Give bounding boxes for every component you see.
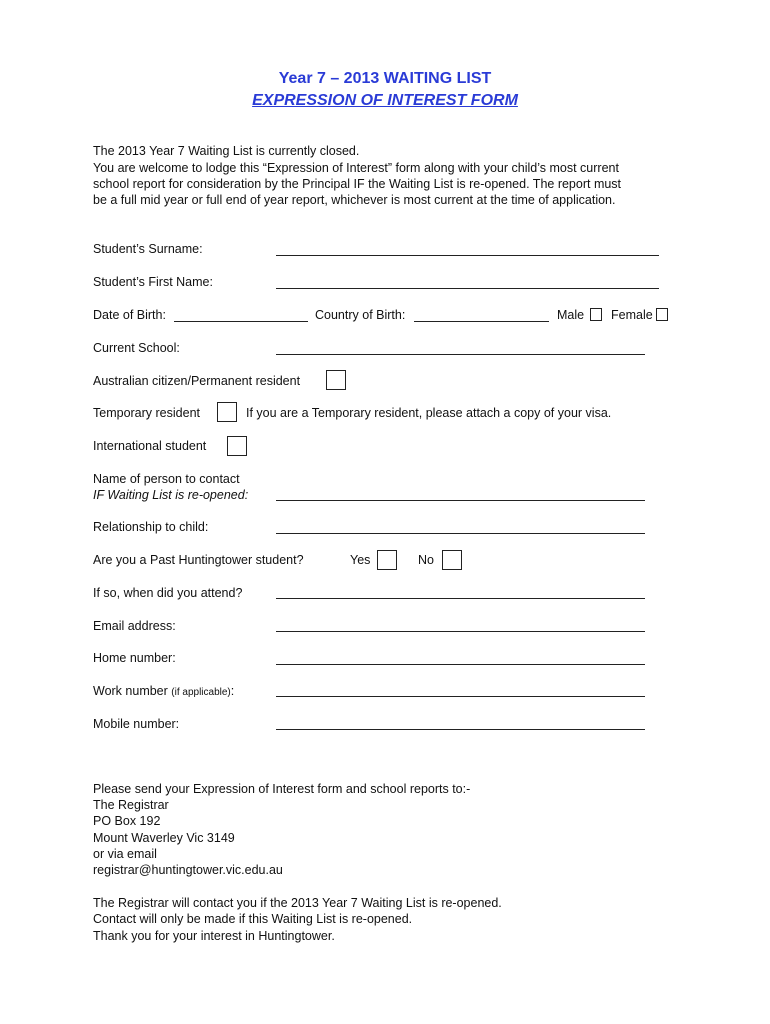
contact-label-1: Name of person to contact (93, 472, 240, 486)
work-label (93, 683, 234, 701)
contact-field[interactable] (276, 500, 645, 501)
intro-line-2: You are welcome to lodge this “Expression of Interest” form along with your child’s most current (93, 161, 619, 175)
relationship-label: Relationship to child: (93, 520, 209, 534)
work-field[interactable] (276, 696, 645, 697)
first-name-label: Student’s First Name: (93, 275, 213, 289)
first-name-field[interactable] (276, 288, 659, 289)
yes-checkbox[interactable] (377, 550, 397, 570)
send-line-1: Please send your Expression of Interest form and school reports to:- (93, 782, 471, 796)
attended-label: If so, when did you attend? (93, 586, 243, 600)
no-checkbox[interactable] (442, 550, 462, 570)
international-checkbox[interactable] (227, 436, 247, 456)
no-label: No (418, 553, 434, 567)
contact-label-2: IF Waiting List is re-opened: (93, 488, 249, 502)
registrar-email[interactable]: registrar@huntingtower.vic.edu.au (93, 863, 283, 877)
closing-line-2: Contact will only be made if this Waiting List is re-opened. (93, 912, 413, 926)
email-field[interactable] (276, 631, 645, 632)
send-line-4: Mount Waverley Vic 3149 (93, 831, 235, 845)
relationship-field[interactable] (276, 533, 645, 534)
surname-label: Student’s Surname: (93, 242, 203, 256)
home-field[interactable] (276, 664, 645, 665)
attended-field[interactable] (276, 598, 645, 599)
intro-line-4: be a full mid year or full end of year report, whichever is most current at the time of application. (93, 193, 616, 207)
work-colon: : (230, 684, 235, 698)
mobile-field[interactable] (276, 729, 645, 730)
form-title: Year 7 – 2013 WAITING LIST (278, 70, 492, 87)
intro-line-1: The 2013 Year 7 Waiting List is currently closed. (93, 144, 360, 158)
surname-field[interactable] (276, 255, 659, 256)
send-line-5: or via email (93, 847, 157, 861)
past-student-label: Are you a Past Huntingtower student? (93, 553, 304, 567)
work-label-text: Work number (93, 684, 168, 698)
current-school-field[interactable] (276, 354, 645, 355)
email-label: Email address: (93, 619, 176, 633)
yes-label: Yes (350, 553, 371, 567)
work-note: (if applicable) (171, 687, 231, 698)
closing-line-3: Thank you for your interest in Huntingtower. (93, 929, 335, 943)
closing-line-1: The Registrar will contact you if the 2013 Year 7 Waiting List is re-opened. (93, 896, 502, 910)
male-checkbox[interactable] (590, 308, 602, 321)
form-subtitle: EXPRESSION OF INTEREST FORM (252, 92, 518, 109)
send-line-3: PO Box 192 (93, 814, 161, 828)
male-label: Male (557, 308, 585, 322)
temporary-label: Temporary resident (93, 406, 200, 420)
female-label: Female (611, 308, 653, 322)
country-label: Country of Birth: (315, 308, 406, 322)
dob-label: Date of Birth: (93, 308, 166, 322)
intro-line-3: school report for consideration by the Principal IF the Waiting List is re-opened. The report must (93, 177, 622, 191)
dob-field[interactable] (174, 321, 308, 322)
temporary-checkbox[interactable] (217, 402, 237, 422)
current-school-label: Current School: (93, 341, 180, 355)
female-checkbox[interactable] (656, 308, 668, 321)
send-line-2: The Registrar (93, 798, 169, 812)
home-label: Home number: (93, 651, 176, 665)
citizen-label: Australian citizen/Permanent resident (93, 374, 301, 388)
mobile-label: Mobile number: (93, 717, 180, 731)
citizen-checkbox[interactable] (326, 370, 346, 390)
international-label: International student (93, 439, 207, 453)
country-field[interactable] (414, 321, 549, 322)
temporary-note: If you are a Temporary resident, please attach a copy of your visa. (246, 406, 612, 420)
